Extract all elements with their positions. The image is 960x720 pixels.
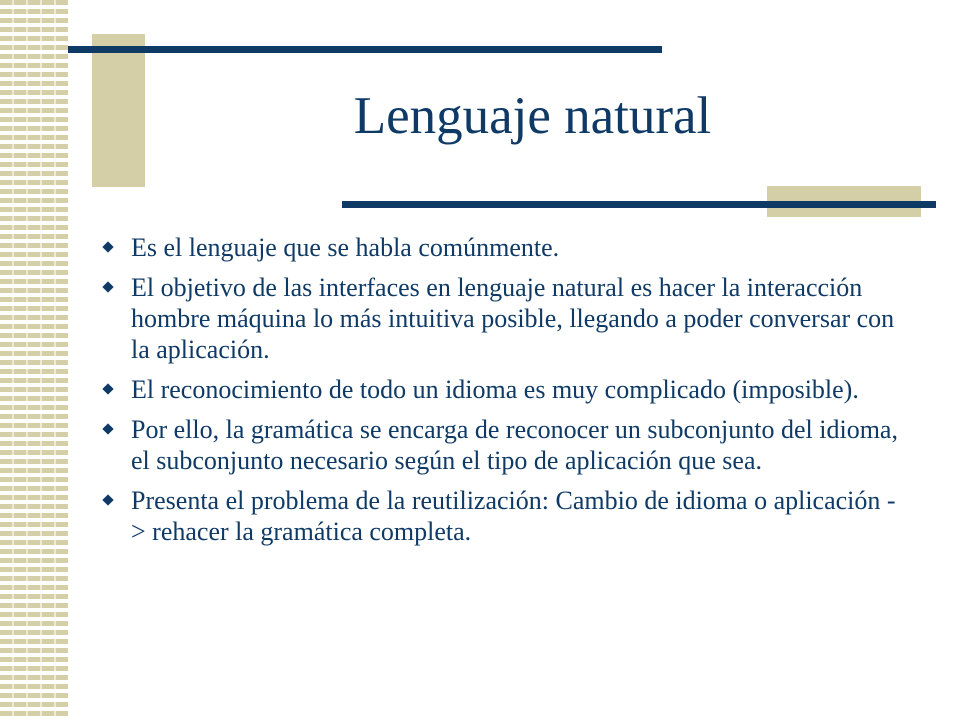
decorative-line-top	[68, 46, 662, 53]
diamond-bullet-icon	[102, 383, 113, 394]
bullet-list	[100, 232, 910, 556]
bullet-item	[100, 414, 910, 476]
bullet-text: Por ello, la gramática se encarga de reconocer un subconjunto del idioma, el subconjunto necesario según el tipo de aplicación que sea.	[131, 415, 898, 475]
decorative-line-bottom	[342, 201, 936, 208]
decorative-block-top	[92, 34, 145, 187]
diamond-bullet-icon	[102, 281, 113, 292]
diamond-bullet-icon	[102, 494, 113, 505]
diamond-bullet-icon	[102, 423, 113, 434]
slide-title: Lenguaje natural	[353, 87, 712, 145]
bullet-text: El objetivo de las interfaces en lenguaje natural es hacer la interacción hombre máquina lo más intuitiva posible, llegando a poder conversar con la aplicación.	[131, 273, 895, 364]
decorative-stripes	[0, 0, 68, 720]
bullet-item	[100, 232, 910, 263]
bullet-item	[100, 272, 910, 365]
bullet-text: Presenta el problema de la reutilización: Cambio de idioma o aplicación -> rehacer la gramática completa.	[131, 486, 896, 546]
bullet-item	[100, 374, 910, 405]
bullet-text: El reconocimiento de todo un idioma es muy complicado (imposible).	[131, 375, 859, 404]
diamond-bullet-icon	[102, 241, 113, 252]
bullet-text: Es el lenguaje que se habla comúnmente.	[131, 233, 560, 262]
bullet-item	[100, 485, 910, 547]
